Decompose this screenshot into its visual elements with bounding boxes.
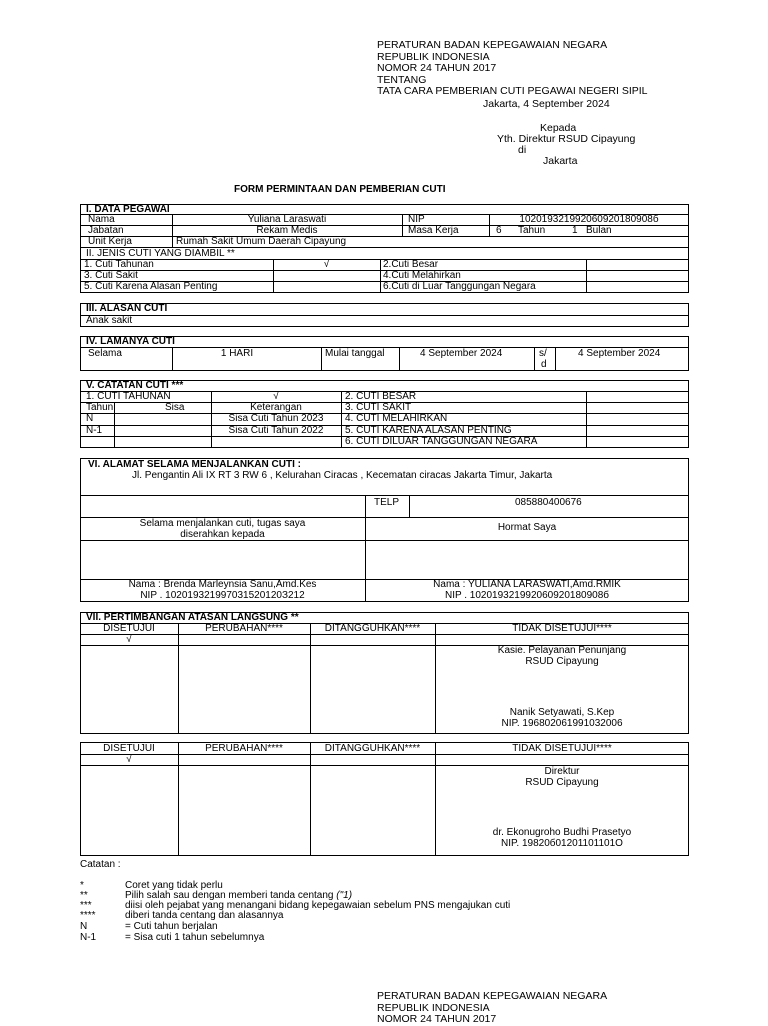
cuti-luar-tanggungan: 6.Cuti di Luar Tanggungan Negara [383, 281, 536, 292]
cuti-melahirkan: 4.Cuti Melahirkan [383, 270, 461, 281]
mulai-label: Mulai tanggal [325, 348, 385, 359]
place-date: Jakarta, 4 September 2024 [483, 98, 610, 110]
unit-kerja-value: Rumah Sakit Umum Daerah Cipayung [176, 236, 347, 247]
note-value: diberi tanda centang dan alasannya [125, 910, 284, 921]
atasan-jabatan-1: Kasie. Pelayanan Penunjang [497, 645, 627, 656]
unit-kerja-label: Unit Kerja [88, 236, 132, 247]
nip-label: NIP [408, 214, 425, 225]
sd-label: s/ [539, 348, 547, 359]
section-7-title: VII. PERTIMBANGAN ATASAN LANGSUNG ** [86, 612, 299, 623]
col-tidak-disetujui-2: TIDAK DISETUJUI**** [512, 743, 612, 754]
note-key: **** [80, 910, 96, 921]
nip-value: 102019321992060920180908б [519, 214, 659, 225]
atasan-check: √ [126, 634, 132, 645]
catatan-cuti-melahirkan: 4. CUTI MELAHIRKAN [345, 413, 448, 424]
cuti-sakit: 3. Cuti Sakit [84, 270, 138, 281]
section-2-title: II. JENIS CUTI YANG DIAMBIL ** [86, 248, 235, 259]
recipient-name: Yth. Direktur RSUD Cipayung [497, 133, 636, 145]
selama-label: Selama [88, 348, 122, 359]
note-key: * [80, 880, 84, 891]
masa-kerja-tahun: Tahun [518, 225, 546, 236]
col-ditangguhkan-2: DITANGGUHKAN**** [324, 743, 421, 754]
cuti-tahunan-check: √ [323, 259, 330, 270]
note-value: Pilih salah sau dengan memberi tanda centang ("1) [125, 890, 353, 901]
atasan-nip: NIP. 196802061991032006 [501, 718, 623, 729]
recipient-di: di [518, 144, 527, 156]
header-line: TATA CARA PEMBERIAN CUTI PEGAWAI NEGERI SIPIL [377, 85, 648, 97]
row-n1: N-1 [86, 425, 103, 436]
hormat-saya: Hormat Saya [497, 522, 557, 533]
pengganti-nama: Nama : Brenda Marleynsia Sanu,Amd.Kes [128, 579, 317, 590]
sd-label-d: d [541, 359, 547, 370]
pejabat-jabatan-1: Direktur [544, 766, 580, 777]
note-value: Coret yang tidak perlu [125, 880, 223, 891]
col-sisa: Sisa [165, 402, 185, 413]
pejabat-nip: NIP. 19820б01201101101O [501, 838, 623, 849]
alamat-value: Jl. Pengantin Ali IX RT 3 RW 6 , Kelurahan Ciracas , Kecematan ciracas Jakarta Timur, Jakarta [132, 470, 553, 481]
jabatan-label: Jabatan [88, 225, 124, 236]
catatan-cuti-luar-tanggungan: 6. CUTI DILUAR TANGGUNGAN NEGARA [345, 436, 538, 447]
section-6-title: VI. ALAMAT SELAMA MENJALANKAN CUTI : [88, 459, 301, 470]
telp-label: TELP [374, 497, 400, 508]
section-3-title: III. ALASAN CUTI [86, 303, 168, 314]
cuti-besar: 2.Cuti Besar [383, 259, 439, 270]
jabatan-value: Rekam Medis [256, 225, 318, 236]
telp-value: 085880400676 [515, 497, 582, 508]
tanggal-mulai: 4 September 2024 [420, 348, 503, 359]
notes-title: Catatan : [80, 859, 121, 870]
note-value: diisi oleh pejabat yang menangani bidang kepegawaian sebelum PNS mengajukan cuti [125, 900, 511, 911]
note-value: = Cuti tahun berjalan [125, 921, 218, 932]
serah-text-2: diserahkan kepada [180, 529, 265, 540]
col-perubahan-2: PERUBAHAN**** [205, 743, 283, 754]
pemohon-nama: Nama : YULIANA LARASWATI,Amd.RMIK [433, 579, 621, 590]
row-n: N [86, 413, 94, 424]
pejabat-check: √ [126, 754, 132, 765]
footer-line: REPUBLIK INDONESIA [377, 1001, 490, 1014]
masa-kerja-years: 6 [496, 225, 502, 236]
atasan-nama: Nanik Setyawati, S.Kep [509, 707, 615, 718]
durasi-value: 1 HARI [220, 348, 254, 359]
section-1-title: I. DATA PEGAWAI [86, 204, 170, 215]
serah-text-1: Selama menjalankan cuti, tugas saya [139, 518, 306, 529]
row-n1-keterangan: Sisa Cuti Tahun 2022 [228, 425, 324, 436]
note-key: ** [80, 890, 88, 901]
header-line: TENTANG [377, 73, 427, 86]
form-title: FORM PERMINTAAN DAN PEMBERIAN CUTI [234, 184, 446, 195]
recipient-kepada: Kepada [540, 122, 577, 134]
note-key: *** [80, 900, 92, 911]
section-5-title: V. CATATAN CUTI *** [86, 380, 184, 391]
note-key: N-1 [80, 932, 97, 943]
section-4-title: IV. LAMANYA CUTI [86, 336, 175, 347]
pengganti-nip: NIP . 102019321997031520120З212 [140, 590, 305, 601]
col-keterangan: Keterangan [250, 402, 302, 413]
col-perubahan: PERUBAHAN**** [205, 623, 283, 634]
col-disetujui-2: DISETUJUI [103, 743, 155, 754]
cuti-tahunan: 1. Cuti Tahunan [84, 259, 154, 270]
footer-line: NOMOR 24 TAHUN 2017 [377, 1013, 497, 1025]
catatan-cuti-sakit: 3. CUTI SAKIT [345, 402, 412, 413]
col-disetujui: DISETUJUI [103, 623, 155, 634]
header-line: NOMOR 24 TAHUN 2017 [377, 62, 497, 74]
catatan-cuti-besar: 2. CUTI BESAR [345, 391, 417, 402]
pejabat-jabatan-2: RSUD Cipayung [525, 777, 599, 788]
pejabat-nama: dr. Ekonugroho Budhi Prasetyo [492, 827, 632, 838]
regulation-header [377, 40, 648, 98]
recipient-city: Jakarta [543, 155, 578, 167]
note-value: = Sisa cuti 1 tahun sebelumnya [125, 932, 265, 943]
catatan-cuti-alasan-penting: 5. CUTI KARENA ALASAN PENTING [345, 425, 512, 436]
alasan-value: Anak sakit [86, 315, 133, 326]
cuti-alasan-penting: 5. Cuti Karena Alasan Penting [84, 281, 218, 292]
masa-kerja-months: 1 [572, 225, 578, 236]
footer-line: PERATURAN BADAN KEPEGAWAIAN NEGARA [377, 990, 608, 1002]
catatan-cuti-tahunan: 1. CUTI TAHUNAN [86, 391, 171, 402]
col-ditangguhkan: DITANGGUHKAN**** [324, 623, 421, 634]
row-n-keterangan: Sisa Cuti Tahun 2023 [228, 413, 324, 424]
atasan-jabatan-2: RSUD Cipayung [525, 656, 599, 667]
masa-kerja-label: Masa Kerja [408, 225, 459, 236]
note-key: N [80, 921, 88, 932]
pemohon-nip: NIP . 102019321992060920180908б [444, 590, 610, 601]
tanggal-selesai: 4 September 2024 [578, 348, 661, 359]
masa-kerja-bulan: Bulan [586, 225, 612, 236]
col-tahun: Tahun [86, 402, 114, 413]
catatan-check: √ [273, 391, 279, 402]
header-line: REPUBLIK INDONESIA [377, 50, 490, 63]
nama-value: Yuliana Laraswati [247, 214, 327, 225]
col-tidak-disetujui: TIDAK DISETUJUI**** [512, 623, 612, 634]
nama-label: Nama [88, 214, 115, 225]
regulation-footer [377, 991, 607, 1026]
header-line: PERATURAN BADAN KEPEGAWAIAN NEGARA [377, 39, 608, 51]
